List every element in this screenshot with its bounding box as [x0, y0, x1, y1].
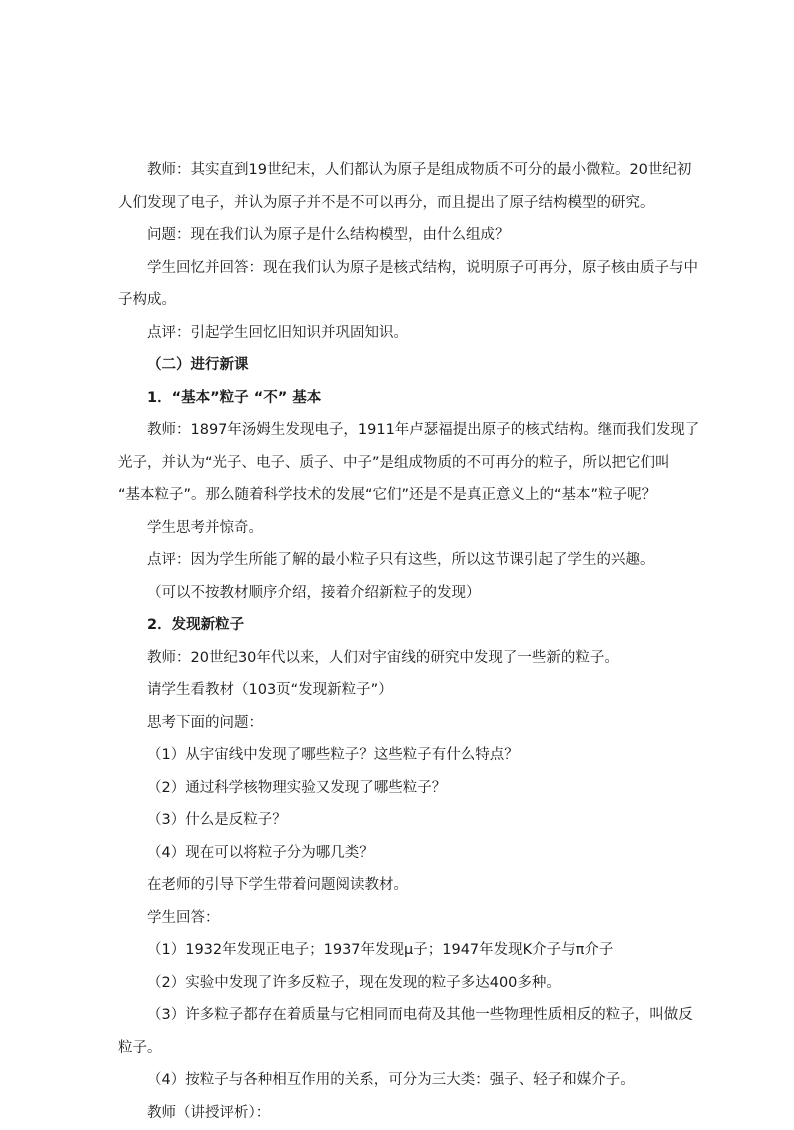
paragraph-line: （1）1932年发现正电子；1937年发现μ子；1947年发现K介子与π介子 — [147, 942, 614, 958]
paragraph-line: 人们发现了电子，并认为原子并不是不可以再分，而且提出了原子结构模型的研究。 — [118, 194, 655, 211]
paragraph-line: 粒子。 — [118, 1039, 162, 1056]
paragraph-line: 子构成。 — [118, 292, 176, 308]
paragraph-line: （可以不按教材顺序介绍，接着介绍新粒子的发现） — [147, 584, 481, 601]
paragraph-line: 教师：20世纪30年代以来，人们对宇宙线的研究中发现了一些新的粒子。 — [147, 649, 619, 666]
section-heading: 2．发现新粒子 — [147, 617, 245, 633]
paragraph-line: 教师（讲授评析）： — [147, 1104, 271, 1121]
paragraph-line: 光子，并认为“光子、电子、质子、中子”是组成物质的不可再分的粒子，所以把它们叫 — [118, 454, 670, 471]
paragraph-line: 在老师的引导下学生带着问题阅读教材。 — [147, 877, 408, 893]
paragraph-line: （4）现在可以将粒子分为哪几类？ — [147, 844, 374, 861]
paragraph-line: 点评：引起学生回忆旧知识并巩固知识。 — [147, 324, 408, 341]
paragraph-line: （2）通过科学核物理实验又发现了哪些粒子？ — [147, 779, 447, 796]
section-heading: 1．“基本”粒子 “不” 基本 — [147, 389, 322, 406]
paragraph-line: 问题：现在我们认为原子是什么结构模型，由什么组成？ — [147, 227, 510, 243]
section-heading: （二）进行新课 — [147, 357, 249, 373]
paragraph-line: （1）从宇宙线中发现了哪些粒子？这些粒子有什么特点？ — [147, 747, 519, 763]
paragraph-line: “基本粒子”。那么随着科学技术的发展“它们”还是不是真正意义上的“基本”粒子呢？ — [118, 487, 657, 503]
paragraph-line: （3）什么是反粒子？ — [147, 812, 287, 828]
paragraph-line: 学生回答： — [147, 909, 220, 926]
paragraph-line: 学生思考并惊奇。 — [147, 519, 263, 536]
paragraph-line: 教师：1897年汤姆生发现电子，1911年卢瑟福提出原子的核式结构。继而我们发现了 — [147, 422, 700, 438]
paragraph-line: （4）按粒子与各种相互作用的关系，可分为三大类：强子、轻子和媒介子。 — [147, 1072, 635, 1088]
paragraph-line: 思考下面的问题： — [147, 714, 263, 731]
paragraph-line: 学生回忆并回答：现在我们认为原子是核式结构，说明原子可再分，原子核由质子与中 — [147, 259, 698, 276]
paragraph-line: 点评：因为学生所能了解的最小粒子只有这些，所以这节课引起了学生的兴趣。 — [147, 552, 655, 568]
document-body — [118, 155, 700, 1130]
paragraph-line: （3）许多粒子都存在着质量与它相同而电荷及其他一些物理性质相反的粒子，叫做反 — [147, 1007, 693, 1023]
paragraph-line: 请学生看教材（103页“发现新粒子”） — [147, 682, 393, 698]
paragraph-line: （2）实验中发现了许多反粒子，现在发现的粒子多达400多种。 — [147, 974, 561, 991]
paragraph-line: 教师：其实直到19世纪末，人们都认为原子是组成物质不可分的最小微粒。20世纪初 — [147, 162, 692, 178]
